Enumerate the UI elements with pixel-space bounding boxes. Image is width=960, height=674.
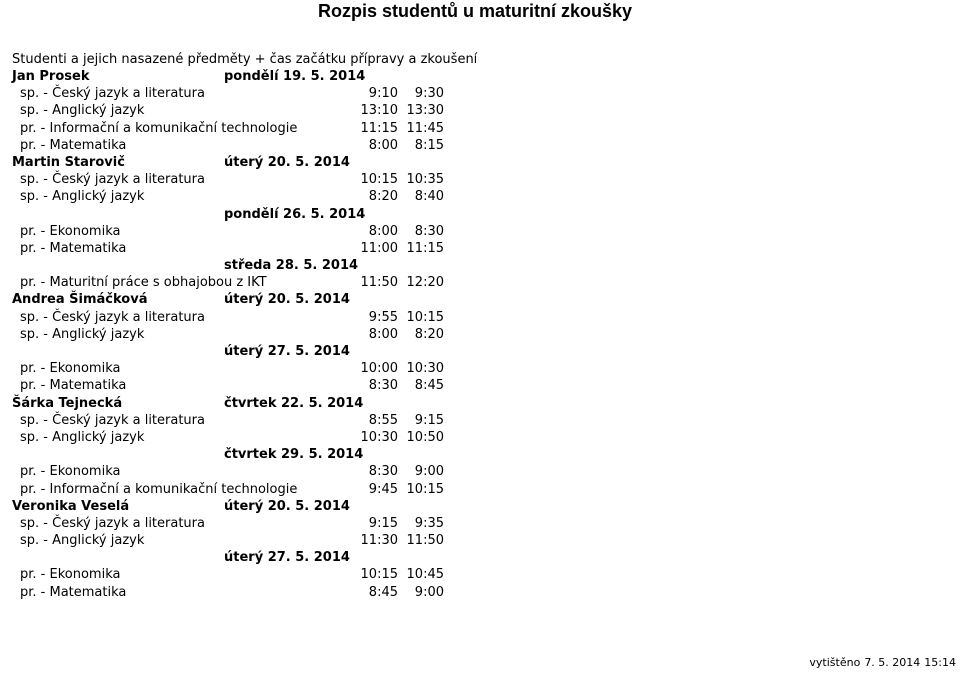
subject-row xyxy=(12,171,952,188)
prep-start-time: 8:55 xyxy=(368,412,398,428)
student-name: Veronika Veselá xyxy=(12,498,130,514)
subject-row xyxy=(12,429,952,446)
student-name: Martin Starovič xyxy=(12,154,125,170)
prep-start-time: 8:45 xyxy=(368,584,398,600)
subject-name: pr. - Informační a komunikační technologie xyxy=(20,481,298,497)
subject-name: pr. - Ekonomika xyxy=(20,567,121,583)
exam-start-time: 8:45 xyxy=(414,378,444,394)
subject-row xyxy=(12,532,952,549)
subject-name: sp. - Český jazyk a literatura xyxy=(20,515,205,531)
subject-row xyxy=(12,137,952,154)
exam-start-time: 12:20 xyxy=(406,275,444,291)
printed-date: 7. 5. 2014 xyxy=(864,656,921,669)
prep-start-time: 10:15 xyxy=(360,172,398,188)
subject-row xyxy=(12,481,952,498)
printed-label: vytištěno xyxy=(809,656,861,669)
printed-timestamp xyxy=(809,656,956,670)
day-row xyxy=(12,206,952,223)
student-row xyxy=(12,395,952,412)
student-name: Šárka Tejnecká xyxy=(12,395,123,411)
prep-start-time: 9:15 xyxy=(368,515,398,531)
exam-day: úterý 20. 5. 2014 xyxy=(224,498,350,514)
prep-start-time: 8:00 xyxy=(368,223,398,239)
exam-day: úterý 20. 5. 2014 xyxy=(224,154,350,170)
student-name: Andrea Šimáčková xyxy=(12,292,148,308)
subject-row xyxy=(12,102,952,119)
page-subtitle: Studenti a jejich nasazené předměty + čas začátku přípravy a zkoušení xyxy=(12,52,478,67)
exam-start-time: 9:30 xyxy=(414,86,444,102)
exam-start-time: 11:15 xyxy=(406,240,444,256)
subject-row xyxy=(12,566,952,583)
subject-row xyxy=(12,515,952,532)
prep-start-time: 11:50 xyxy=(360,275,398,291)
subject-name: pr. - Ekonomika xyxy=(20,464,121,480)
subject-name: sp. - Anglický jazyk xyxy=(20,429,145,445)
prep-start-time: 10:15 xyxy=(360,567,398,583)
exam-day: čtvrtek 29. 5. 2014 xyxy=(224,447,364,463)
exam-start-time: 8:20 xyxy=(414,326,444,342)
prep-start-time: 11:15 xyxy=(360,120,398,136)
exam-day: úterý 27. 5. 2014 xyxy=(224,550,350,566)
printed-time: 15:14 xyxy=(924,656,956,669)
subject-row xyxy=(12,240,952,257)
subject-name: sp. - Český jazyk a literatura xyxy=(20,172,205,188)
schedule-list xyxy=(12,68,952,601)
prep-start-time: 8:00 xyxy=(368,137,398,153)
exam-start-time: 8:30 xyxy=(414,223,444,239)
subject-name: sp. - Anglický jazyk xyxy=(20,103,145,119)
subject-row xyxy=(12,377,952,394)
exam-day: čtvrtek 22. 5. 2014 xyxy=(224,395,364,411)
subject-name: sp. - Český jazyk a literatura xyxy=(20,309,205,325)
day-row xyxy=(12,549,952,566)
exam-start-time: 10:15 xyxy=(406,481,444,497)
prep-start-time: 9:45 xyxy=(368,481,398,497)
exam-start-time: 10:35 xyxy=(406,172,444,188)
subject-name: sp. - Anglický jazyk xyxy=(20,326,145,342)
subject-name: sp. - Anglický jazyk xyxy=(20,189,145,205)
subject-row xyxy=(12,412,952,429)
subject-name: pr. - Matematika xyxy=(20,137,127,153)
subject-row xyxy=(12,360,952,377)
exam-start-time: 10:45 xyxy=(406,567,444,583)
student-row xyxy=(12,68,952,85)
subject-name: sp. - Anglický jazyk xyxy=(20,533,145,549)
prep-start-time: 11:00 xyxy=(360,240,398,256)
exam-start-time: 11:45 xyxy=(406,120,444,136)
prep-start-time: 8:30 xyxy=(368,464,398,480)
page-title: Rozpis studentů u maturitní zkoušky xyxy=(318,1,633,21)
exam-start-time: 13:30 xyxy=(406,103,444,119)
student-name: Jan Prosek xyxy=(12,69,90,84)
subject-row xyxy=(12,274,952,291)
exam-day: pondělí 26. 5. 2014 xyxy=(224,206,366,222)
exam-start-time: 9:00 xyxy=(414,584,444,600)
exam-start-time: 8:40 xyxy=(414,189,444,205)
subject-name: sp. - Český jazyk a literatura xyxy=(20,412,205,428)
subject-name: pr. - Matematika xyxy=(20,378,127,394)
day-row xyxy=(12,446,952,463)
day-row xyxy=(12,257,952,274)
subject-row xyxy=(12,326,952,343)
subject-name: pr. - Matematika xyxy=(20,584,127,600)
subject-name: pr. - Informační a komunikační technologie xyxy=(20,120,298,136)
subject-name: pr. - Matematika xyxy=(20,240,127,256)
prep-start-time: 9:10 xyxy=(368,86,398,102)
subject-row xyxy=(12,463,952,480)
exam-start-time: 9:00 xyxy=(414,464,444,480)
prep-start-time: 8:20 xyxy=(368,189,398,205)
subject-name: sp. - Český jazyk a literatura xyxy=(20,86,205,102)
subject-row xyxy=(12,188,952,205)
exam-start-time: 11:50 xyxy=(406,533,444,549)
prep-start-time: 10:00 xyxy=(360,361,398,377)
subject-row xyxy=(12,309,952,326)
exam-start-time: 9:35 xyxy=(414,515,444,531)
student-row xyxy=(12,498,952,515)
exam-day: úterý 20. 5. 2014 xyxy=(224,292,350,308)
exam-day: pondělí 19. 5. 2014 xyxy=(224,69,366,84)
exam-day: středa 28. 5. 2014 xyxy=(224,258,359,274)
student-row xyxy=(12,154,952,171)
subject-row xyxy=(12,223,952,240)
subject-row xyxy=(12,85,952,102)
prep-start-time: 8:30 xyxy=(368,378,398,394)
prep-start-time: 13:10 xyxy=(360,103,398,119)
subject-name: pr. - Ekonomika xyxy=(20,223,121,239)
student-row xyxy=(12,291,952,308)
subject-row xyxy=(12,120,952,137)
exam-start-time: 8:15 xyxy=(414,137,444,153)
prep-start-time: 11:30 xyxy=(360,533,398,549)
exam-start-time: 10:30 xyxy=(406,361,444,377)
prep-start-time: 9:55 xyxy=(368,309,398,325)
exam-start-time: 10:15 xyxy=(406,309,444,325)
subject-row xyxy=(12,584,952,601)
exam-start-time: 9:15 xyxy=(414,412,444,428)
prep-start-time: 8:00 xyxy=(368,326,398,342)
subject-name: pr. - Maturitní práce s obhajobou z IKT xyxy=(20,275,267,291)
exam-day: úterý 27. 5. 2014 xyxy=(224,344,350,359)
subject-name: pr. - Ekonomika xyxy=(20,361,121,377)
exam-start-time: 10:50 xyxy=(406,429,444,445)
prep-start-time: 10:30 xyxy=(360,429,398,445)
day-row xyxy=(12,343,952,360)
